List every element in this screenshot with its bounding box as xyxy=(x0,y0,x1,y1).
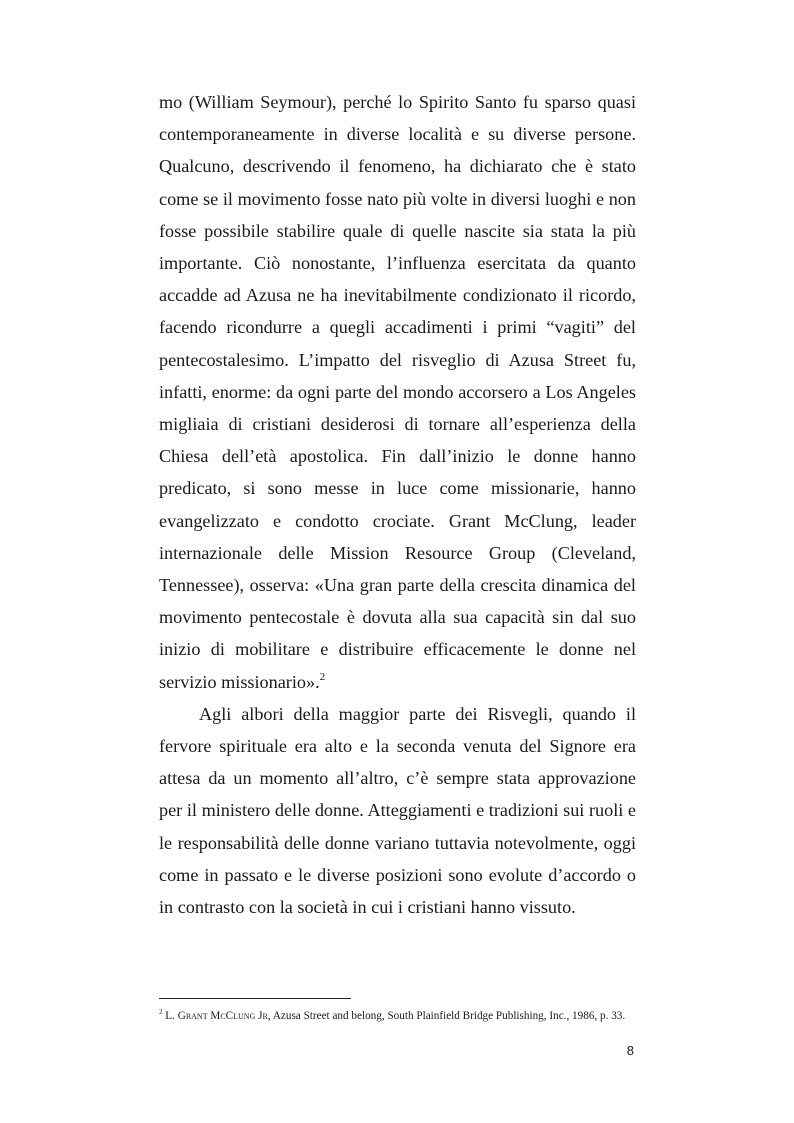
footnote-marker: 2 xyxy=(159,1008,163,1016)
footnote-reference[interactable]: 2 xyxy=(319,670,326,683)
footnote-citation: , Azusa Street and belong, South Plainfield Bridge Publishing, Inc., 1986, p. 33. xyxy=(267,1010,626,1022)
paragraph-1 xyxy=(159,86,636,698)
body-text xyxy=(159,86,636,923)
paragraph-1-text: mo (William Seymour), perché lo Spirito Santo fu sparso quasi contemporaneamente in diverse località e su diverse persone. Qualcuno, descrivendo il fenomeno, ha dichiarato che è stato come se il movimento fosse nato più volte in diversi luoghi e non fosse possibile stabilire quale di quelle nascite sia stata la più importante. Ciò nonostante, l’influenza esercitata da quanto accadde ad Azusa ne ha inevitabilmente condizionato il ricordo, facendo ricondurre a quegli accadimenti i primi “vagiti” del pentecostalesimo. L’impatto del risveglio di Azusa Street fu, infatti, enorme: da ogni parte del mondo accorsero a Los Angeles migliaia di cristiani desiderosi di tornare all’esperienza della Chiesa dell’età apostolica. Fin dall’inizio le donne hanno predicato, si sono messe in luce come missionarie, hanno evangelizzato e condotto crociate. Grant McClung, leader internazionale delle Mission Resource Group (Cleveland, Tennessee), osserva: «Una gran parte della crescita dinamica del movimento pentecostale è dovuta alla sua capacità sin dal suo inizio di mobilitare e distribuire efficacemente le donne nel servizio missionario». xyxy=(159,92,636,692)
footnote-initial: L. xyxy=(165,1010,175,1022)
page-number: 8 xyxy=(626,1043,634,1058)
paragraph-2: Agli albori della maggior parte dei Risvegli, quando il fervore spirituale era alto e la seconda venuta del Signore era attesa da un momento all’altro, c’è sempre stata approvazione per il ministero delle donne. Atteggiamenti e tradizioni sui ruoli e le responsabilità delle donne variano tuttavia notevolmente, oggi come in passato e le diverse posizioni sono evolute d’accordo o in contrasto con la società in cui i cristiani hanno vissuto. xyxy=(159,703,636,918)
footnote-author: Grant McClung Jr xyxy=(177,1010,268,1022)
footnote-separator xyxy=(159,998,351,999)
footnote xyxy=(159,1007,636,1025)
